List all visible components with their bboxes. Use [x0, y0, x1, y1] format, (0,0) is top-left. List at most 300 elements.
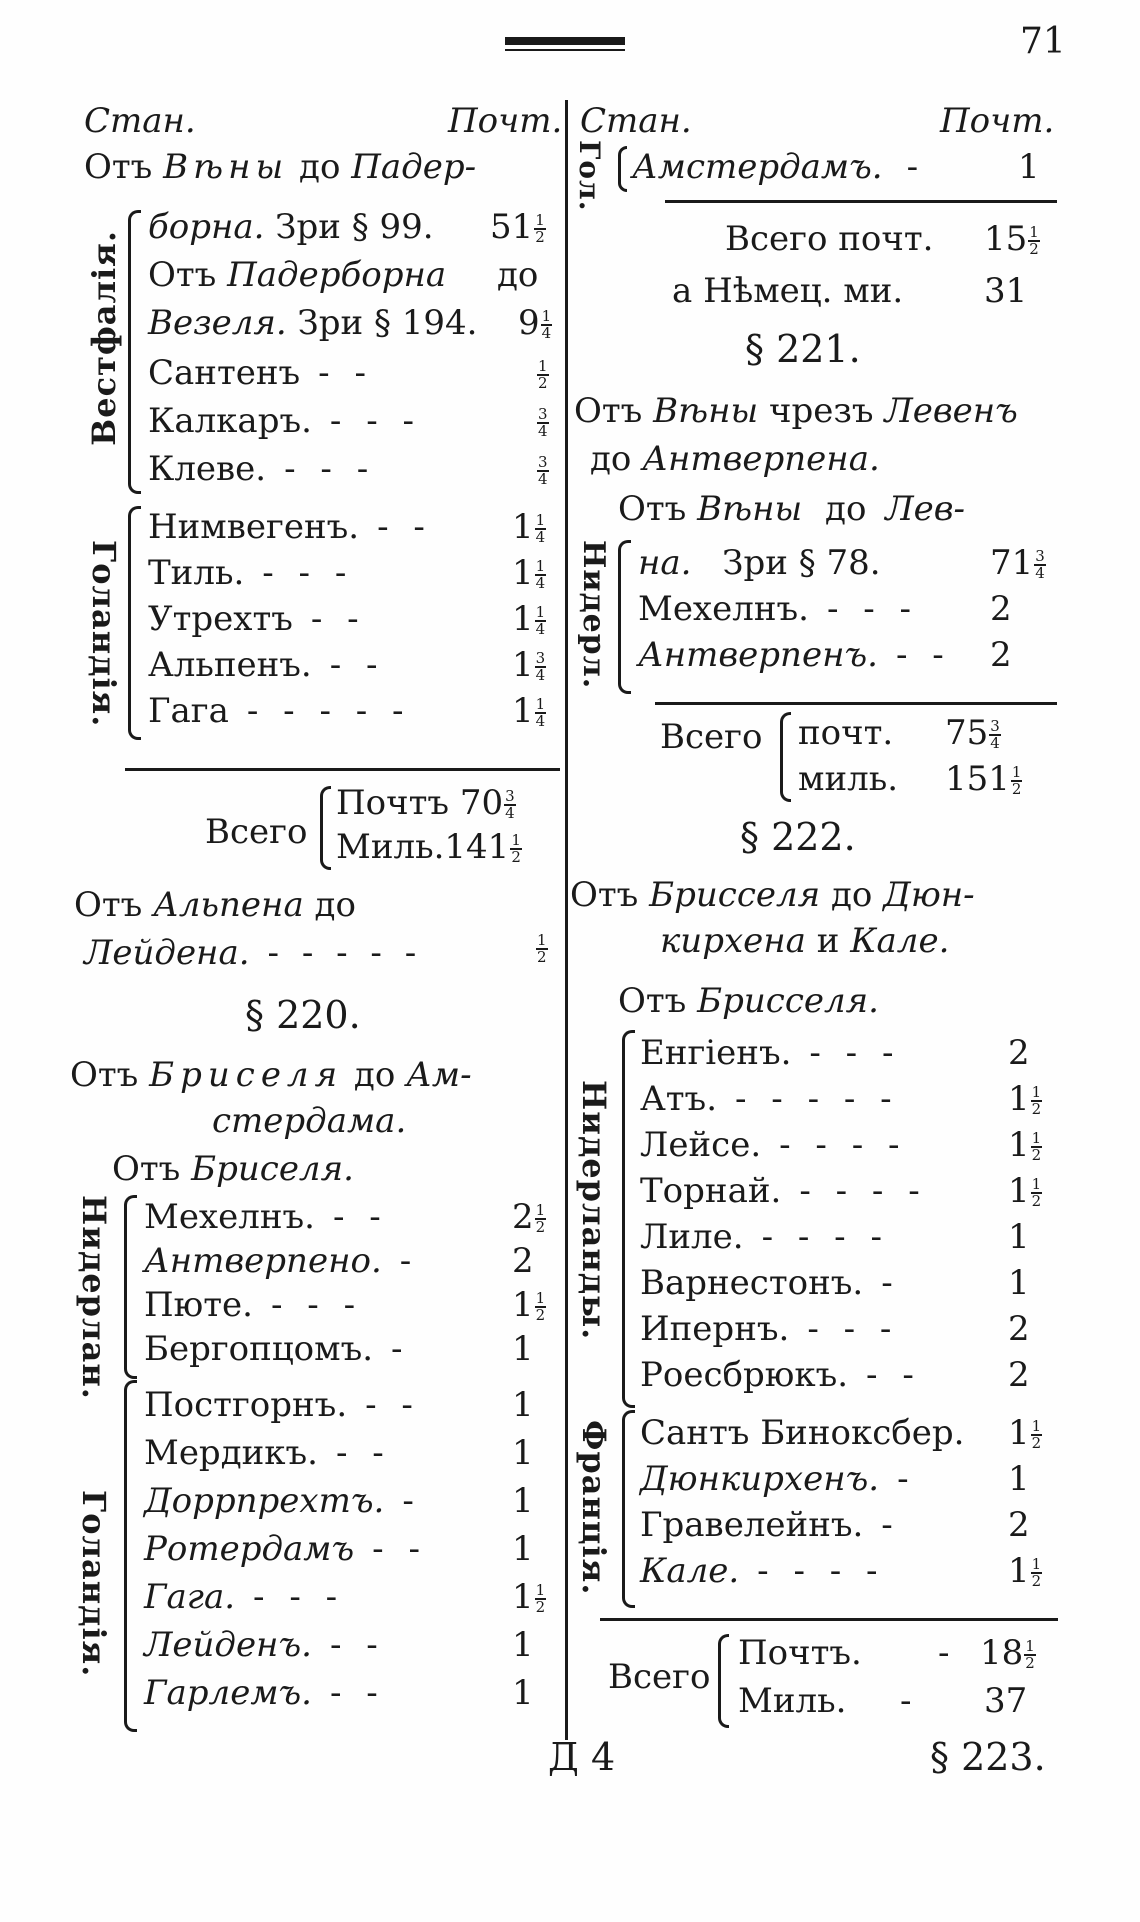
table-row	[640, 1171, 927, 1211]
fraction-den: 4	[990, 734, 1000, 752]
value: 1	[512, 645, 534, 685]
column-divider	[565, 100, 568, 1740]
col-header-station-right: Стан.	[580, 101, 692, 141]
brace-westphalia	[128, 210, 141, 494]
total-post-value	[980, 1633, 1036, 1673]
fraction	[1011, 765, 1023, 797]
fraction-num: 1	[511, 831, 521, 849]
value: 51	[490, 207, 534, 247]
place-name: Нимвегенъ.	[148, 507, 360, 547]
row-value	[512, 1673, 534, 1713]
place-name: Лейдена.	[84, 933, 250, 973]
fraction	[989, 719, 1001, 751]
place-name: Везеля.	[148, 303, 287, 343]
row-value	[1008, 1309, 1030, 1349]
value: 2	[1008, 1309, 1030, 1349]
fraction-den: 4	[535, 666, 546, 684]
place-name: Тиль.	[148, 553, 245, 593]
fraction-num: 1	[535, 1289, 546, 1307]
fraction-num: 3	[535, 649, 546, 667]
fraction-num: 1	[1031, 1129, 1042, 1147]
place-name: Енгіенъ.	[640, 1033, 792, 1073]
dashes: - -	[866, 1355, 921, 1395]
table-row	[148, 401, 422, 441]
place-name: Левенъ	[884, 391, 1018, 431]
fraction	[1031, 1085, 1043, 1117]
fraction-den: 4	[535, 574, 546, 592]
route-heading-cont: стердама.	[212, 1101, 407, 1141]
place-name: Сантъ Биноксбер.	[640, 1413, 965, 1453]
route-from	[112, 1149, 354, 1189]
dashes: - -	[329, 645, 385, 685]
route-heading	[570, 875, 975, 915]
table-row	[148, 599, 366, 639]
value: 70	[459, 783, 504, 823]
text: Отъ	[148, 255, 228, 295]
place-name: Сантенъ	[148, 353, 301, 393]
total-miles-dash: -	[900, 1681, 912, 1721]
fraction-num: 1	[1025, 1637, 1035, 1655]
dashes: - - - -	[761, 1217, 889, 1257]
place-name: Кале.	[850, 921, 950, 961]
place-name: Кале.	[640, 1551, 740, 1591]
fraction	[534, 213, 546, 245]
row-value	[1008, 1263, 1030, 1303]
total-post: почт.	[798, 713, 894, 753]
value: 1	[1008, 1263, 1030, 1303]
fraction-num: 1	[541, 307, 552, 325]
row-value	[1008, 1171, 1042, 1211]
fraction-num: 1	[537, 931, 547, 949]
route-row	[148, 255, 539, 295]
fraction-den: 2	[535, 228, 545, 246]
value: 2	[1008, 1355, 1030, 1395]
brace-total	[320, 786, 331, 870]
table-row	[640, 1033, 901, 1073]
fraction	[1028, 225, 1040, 257]
table-row	[144, 1625, 385, 1665]
total-label: Всего	[608, 1657, 711, 1697]
fraction	[535, 513, 547, 545]
value: 1	[512, 1577, 534, 1617]
value: 1	[512, 599, 534, 639]
value: 9	[518, 303, 540, 343]
region-label-holland: Голандія.	[85, 540, 123, 728]
place-name: Калкаръ.	[148, 401, 312, 441]
route-heading-line1	[84, 147, 477, 187]
fraction-num: 1	[535, 1201, 546, 1219]
fraction-num: 1	[535, 1581, 546, 1599]
place-name: Гравелейнъ.	[640, 1505, 864, 1545]
table-row	[640, 1459, 916, 1499]
fraction	[535, 651, 547, 683]
fraction	[1031, 1557, 1043, 1589]
place-name: Постгорнъ.	[144, 1385, 348, 1425]
route-heading	[70, 1055, 472, 1095]
fraction-den: 2	[538, 374, 548, 392]
place-name: Дюн-	[883, 875, 975, 915]
fraction	[1031, 1419, 1043, 1451]
row-value	[1008, 1125, 1042, 1165]
route-heading-cont	[618, 489, 966, 529]
table-row	[640, 1355, 921, 1395]
fraction	[1034, 549, 1046, 581]
place-name: Бергопцомъ.	[144, 1329, 374, 1369]
value: 1	[512, 1625, 534, 1665]
signature-mark: Д 4	[548, 1735, 616, 1779]
brace-holland-right	[618, 146, 627, 192]
row-value	[1008, 1079, 1042, 1119]
route-value: 1	[1018, 147, 1040, 187]
fraction-num: 1	[1031, 1175, 1042, 1193]
total-miles: а Нѣмец. ми.	[672, 271, 904, 311]
dashes: - - - - -	[246, 691, 411, 731]
text: до	[486, 255, 539, 295]
dashes: - -	[310, 599, 366, 639]
place-name: Лейденъ.	[144, 1625, 312, 1665]
section-heading-220: § 220.	[245, 993, 361, 1037]
dashes: -	[402, 1481, 421, 1521]
dashes: - -	[895, 635, 951, 675]
fraction-num: 3	[990, 717, 1000, 735]
place-name: Доррпрехтъ.	[144, 1481, 385, 1521]
table-row	[144, 1385, 420, 1425]
place-name: Мехелнъ.	[638, 589, 809, 629]
dashes: - - - - -	[267, 933, 423, 973]
row-value	[512, 1481, 534, 1521]
value: 75	[945, 713, 989, 753]
total-miles-value	[945, 759, 1022, 799]
total-post-dash: -	[938, 1633, 950, 1673]
fraction-den: 2	[1011, 780, 1022, 798]
brace-netherlands-right	[622, 1030, 635, 1408]
place-name: Ам-	[406, 1055, 472, 1095]
fraction-num: 1	[538, 357, 548, 375]
text: и	[805, 921, 851, 961]
value: 2	[512, 1197, 534, 1237]
dashes: - -	[365, 1385, 420, 1425]
value: 2	[1008, 1505, 1030, 1545]
total-miles-value: 31	[984, 271, 1028, 311]
fraction	[536, 933, 548, 965]
total-rule	[600, 1618, 1058, 1621]
text: Отъ	[74, 885, 154, 925]
fraction-num: 3	[1035, 547, 1045, 565]
col-header-post-right: Почт.	[940, 101, 1055, 141]
fraction-den: 4	[535, 712, 546, 730]
text: Отъ	[70, 1055, 150, 1095]
value: 18	[980, 1633, 1024, 1673]
dashes: - - - -	[779, 1125, 907, 1165]
reference-text: Зри § 78.	[711, 543, 881, 583]
route-value	[490, 207, 546, 247]
fraction-num: 1	[1031, 1555, 1042, 1573]
fraction-den: 4	[541, 324, 552, 342]
place-name: Варнестонъ.	[640, 1263, 864, 1303]
table-row	[638, 635, 951, 675]
route-row	[148, 303, 478, 343]
total-post-value	[945, 713, 1001, 753]
fraction-den: 4	[1035, 564, 1045, 582]
value: 1	[512, 1385, 534, 1425]
text: до	[303, 885, 356, 925]
value: 1	[512, 1433, 534, 1473]
route-heading-cont	[590, 439, 880, 479]
place-name: Брисселя	[649, 875, 821, 915]
table-row	[638, 543, 881, 583]
place-name: Антверпенъ.	[638, 635, 878, 675]
value: 1	[1008, 1413, 1030, 1453]
fraction	[541, 309, 553, 341]
total-rule	[665, 200, 1057, 203]
text: Отъ	[618, 981, 698, 1021]
table-row	[144, 1329, 410, 1369]
value: 1	[512, 553, 534, 593]
row-value	[1008, 1217, 1030, 1257]
table-row	[640, 1217, 889, 1257]
text: до	[590, 439, 643, 479]
fraction	[535, 605, 547, 637]
table-row	[640, 1505, 900, 1545]
dashes: - -	[329, 1625, 385, 1665]
row-value	[512, 553, 546, 593]
row-value	[512, 1433, 534, 1473]
value: 2	[512, 1241, 534, 1281]
fraction-den: 2	[1031, 1192, 1042, 1210]
place-name: Мехелнъ.	[144, 1197, 315, 1237]
table-row	[148, 645, 385, 685]
table-row	[640, 1263, 900, 1303]
dashes: - -	[377, 507, 432, 547]
dashes: - - -	[329, 401, 422, 441]
fraction-den: 2	[537, 948, 547, 966]
fraction-num: 3	[538, 453, 548, 471]
fraction	[1031, 1177, 1043, 1209]
dashes: -	[399, 1241, 419, 1281]
fraction-den: 2	[1031, 1146, 1042, 1164]
place-name: Лиле.	[640, 1217, 744, 1257]
value: 141	[444, 827, 510, 867]
row-value	[1008, 1459, 1030, 1499]
dashes: - - - -	[799, 1171, 927, 1211]
value: 71	[990, 543, 1034, 583]
fraction-den: 2	[1031, 1100, 1042, 1118]
place-name: Мердикъ.	[144, 1433, 318, 1473]
value: 1	[512, 1285, 534, 1325]
fraction-den: 2	[535, 1306, 546, 1324]
table-row	[144, 1197, 388, 1237]
table-row	[144, 1285, 363, 1325]
fraction-den: 2	[1025, 1654, 1035, 1672]
place-name: Гарлемъ.	[144, 1673, 312, 1713]
table-row	[640, 1309, 899, 1349]
fraction-den: 4	[535, 528, 546, 546]
col-header-station: Стан.	[84, 101, 196, 141]
table-row	[148, 553, 354, 593]
value: 2	[990, 589, 1012, 629]
fraction-den: 2	[1029, 240, 1039, 258]
route-value	[518, 303, 552, 343]
fraction-den: 4	[505, 804, 515, 822]
route-heading	[574, 391, 1018, 431]
value: 1	[1008, 1125, 1030, 1165]
catchword: § 223.	[930, 1735, 1046, 1779]
route-heading-cont	[660, 921, 950, 961]
route-row	[632, 147, 919, 187]
place-name: Альпена	[153, 885, 304, 925]
region-label-westphalia: Вестфалія.	[85, 230, 123, 446]
reference-text: Зри § 99.	[264, 207, 434, 247]
route-row	[84, 933, 423, 973]
row-value	[1008, 1505, 1030, 1545]
row-value	[512, 1197, 546, 1237]
table-row	[144, 1577, 345, 1617]
table-row	[144, 1481, 421, 1521]
row-value	[512, 599, 546, 639]
fraction-den: 2	[535, 1598, 546, 1616]
fraction-den: 2	[1031, 1434, 1042, 1452]
total-miles: Миль.	[738, 1681, 847, 1721]
text: до	[820, 875, 884, 915]
text: Отъ	[570, 875, 650, 915]
total-post	[336, 783, 516, 823]
text: до	[288, 147, 352, 187]
fraction-num: 1	[1011, 763, 1022, 781]
value: 1	[1008, 1551, 1030, 1591]
total-label: Всего	[205, 812, 308, 852]
place-name: борна.	[148, 207, 265, 247]
fraction-num: 1	[535, 695, 546, 713]
place-name: Антверпено.	[144, 1241, 382, 1281]
fraction	[537, 407, 549, 439]
dashes: - - -	[809, 1033, 901, 1073]
row-value	[990, 543, 1046, 583]
fraction-den: 2	[511, 848, 521, 866]
route-heading	[74, 885, 356, 925]
row-value	[536, 452, 549, 487]
place-name: Ипернъ.	[640, 1309, 790, 1349]
table-row	[144, 1529, 427, 1569]
table-row	[148, 353, 373, 393]
table-row	[640, 1551, 885, 1591]
fraction	[535, 1291, 547, 1323]
table-row	[640, 1079, 899, 1119]
brace-holland-2	[124, 1380, 137, 1732]
brace-holland	[128, 506, 141, 740]
dashes: -	[881, 1505, 900, 1545]
route-row	[148, 207, 434, 247]
value: 1	[512, 691, 534, 731]
row-value	[512, 1625, 534, 1665]
region-label-netherlands: Нидерлан.	[75, 1195, 113, 1400]
row-value	[536, 356, 549, 391]
text: Отъ	[574, 391, 654, 431]
value: 2	[1008, 1033, 1030, 1073]
value: 2	[990, 635, 1012, 675]
dashes: -	[391, 1329, 410, 1369]
label: Всего почт.	[725, 219, 934, 259]
place-name: Бриселя	[149, 1055, 344, 1095]
place-name: Лейсе.	[640, 1125, 762, 1165]
row-value	[512, 1577, 546, 1617]
fraction	[537, 455, 549, 487]
place-name: Антверпена.	[642, 439, 880, 479]
dashes: - -	[329, 1673, 385, 1713]
fraction	[510, 833, 522, 865]
text: Отъ	[84, 147, 164, 187]
brace-netherl	[618, 540, 631, 694]
table-row	[638, 589, 919, 629]
region-label-netherlands-right: Нидерланды.	[575, 1080, 613, 1341]
dashes: - - -	[826, 589, 919, 629]
reference-text: Зри § 194.	[286, 303, 478, 343]
dashes: - - -	[262, 553, 354, 593]
place-name: кирхена	[660, 921, 806, 961]
dashes: - -	[372, 1529, 427, 1569]
total-rule	[125, 768, 560, 771]
row-value	[990, 589, 1012, 629]
table-row	[148, 507, 432, 547]
dashes: -	[906, 147, 919, 187]
value: 1	[1008, 1079, 1030, 1119]
row-value	[1008, 1551, 1042, 1591]
dashes: - -	[332, 1197, 388, 1237]
col-header-post: Почт.	[448, 101, 563, 141]
total-miles: миль.	[798, 759, 899, 799]
row-value	[512, 1285, 546, 1325]
place-name: Клеве.	[148, 449, 267, 489]
section-heading-221: § 221.	[745, 327, 861, 371]
total-miles	[336, 827, 522, 867]
fraction	[1031, 1131, 1043, 1163]
dashes: -	[897, 1459, 916, 1499]
dashes: - -	[335, 1433, 391, 1473]
place-vienna: Вѣны	[163, 147, 289, 187]
dashes: - - - -	[757, 1551, 885, 1591]
fraction-num: 1	[535, 211, 545, 229]
dashes: - - - - -	[735, 1079, 899, 1119]
route-value	[535, 930, 548, 965]
table-row	[640, 1125, 907, 1165]
row-value	[512, 507, 546, 547]
dashes: -	[881, 1263, 900, 1303]
row-value	[512, 1329, 534, 1369]
total-post: Почтъ.	[738, 1633, 862, 1673]
value: 1	[1008, 1459, 1030, 1499]
fraction-num: 1	[535, 603, 546, 621]
brace-total-222	[718, 1634, 729, 1728]
dashes: - - -	[807, 1309, 899, 1349]
place-name: Пюте.	[144, 1285, 253, 1325]
brace-netherlands	[124, 1195, 137, 1379]
fraction-num: 1	[1029, 223, 1039, 241]
row-value	[1008, 1033, 1030, 1073]
place-name: Гага	[148, 691, 229, 731]
value: 1	[512, 1529, 534, 1569]
text: до	[814, 489, 878, 529]
region-label-holland-right: Гол.	[573, 140, 606, 212]
fraction	[535, 1203, 547, 1235]
text: Отъ	[618, 489, 698, 529]
fraction-den: 4	[535, 620, 546, 638]
row-value	[1008, 1413, 1042, 1453]
text: Отъ	[112, 1149, 192, 1189]
place-name: Дюнкирхенъ.	[640, 1459, 880, 1499]
place-name: Падерборна	[227, 255, 447, 295]
table-row	[148, 449, 376, 489]
region-label-france: Франція.	[575, 1420, 613, 1596]
row-value	[512, 691, 546, 731]
